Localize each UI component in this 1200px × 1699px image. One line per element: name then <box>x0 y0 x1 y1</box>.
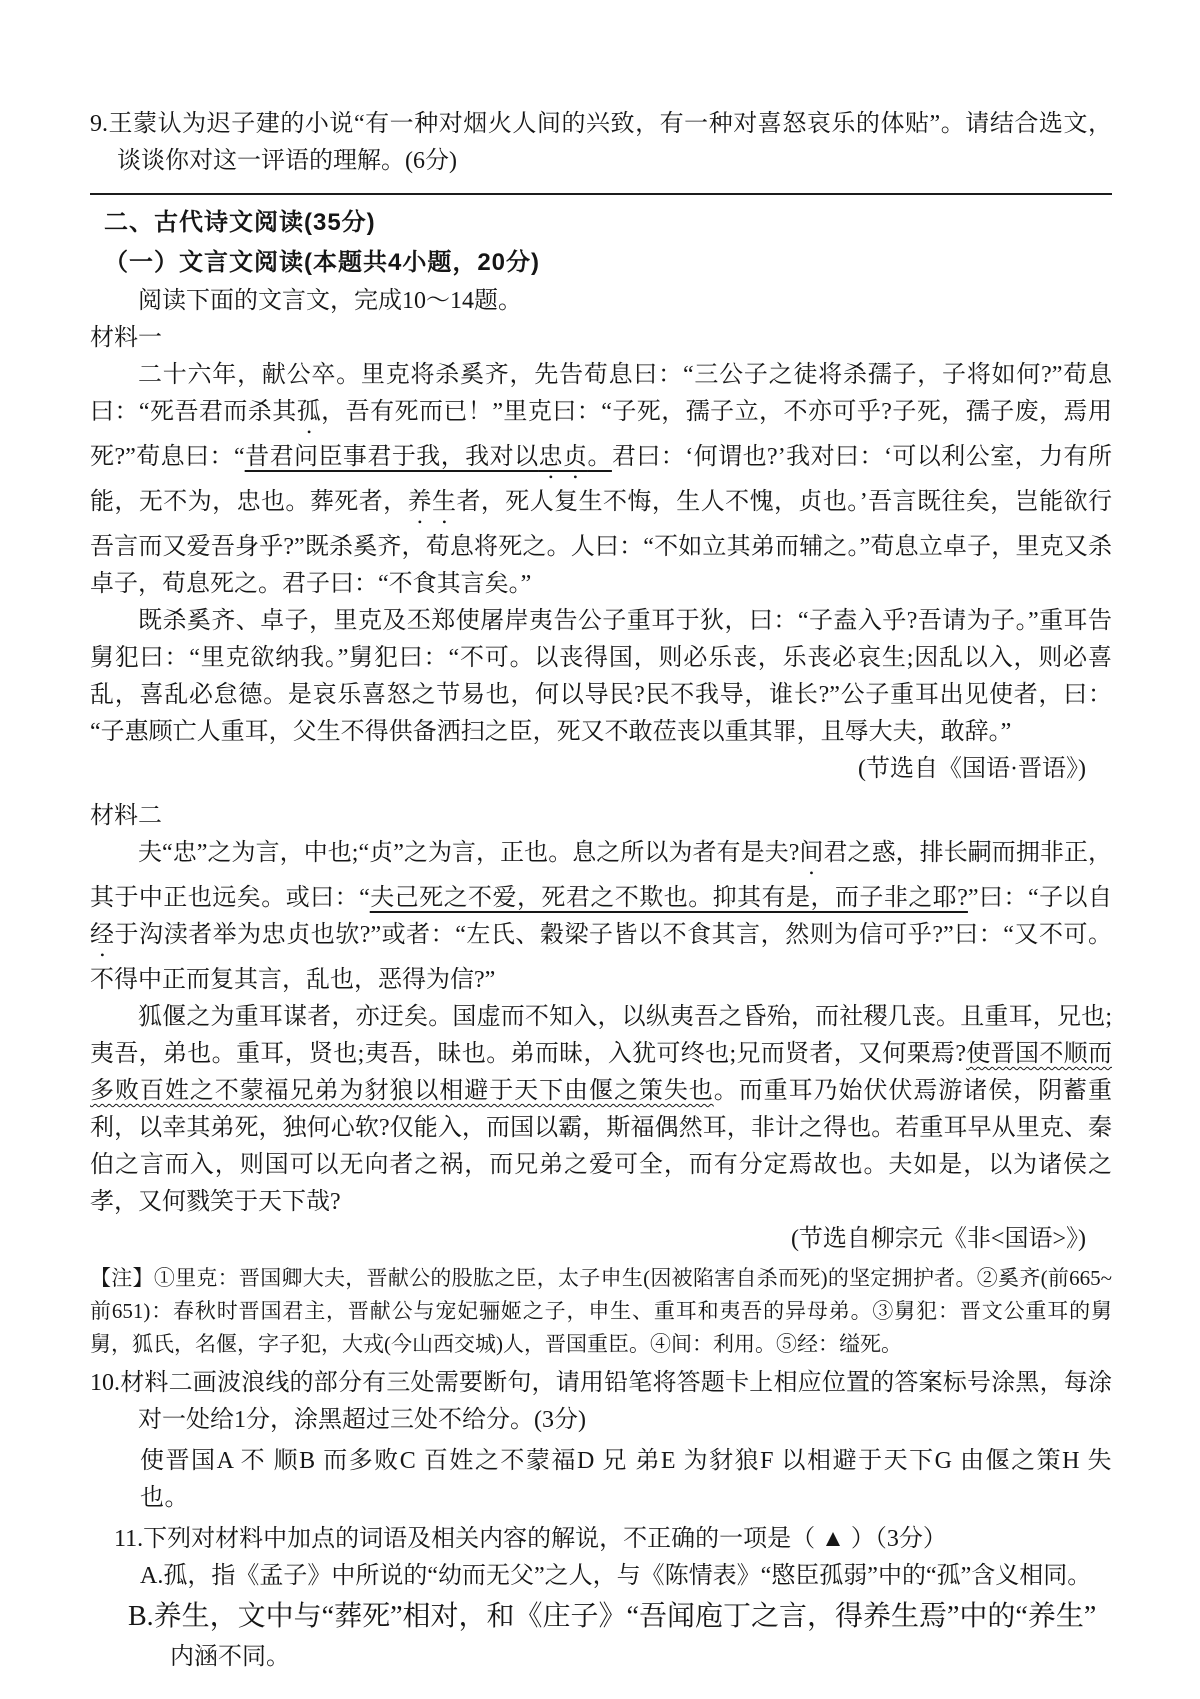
text-segment: 于沟渎者举为忠贞也欤?”或者：“左氏、穀梁子皆以不食其言，然则为信可乎?”曰：“又不可。不得中正而复其言，乱也，恶得为信?” <box>90 922 1112 993</box>
text-segment: 养生 <box>407 489 457 515</box>
text-segment: ”曰：“子以自 <box>967 885 1112 911</box>
question-10-sentence: 使晋国A 不 顺B 而多败C 百姓之不蒙福D 兄 弟E 为豺狼F 以相避于天下G 由偃之策H 失也。 <box>140 1448 1112 1511</box>
text-segment: ，吾有死而已！”里克曰：“子死，孺子立，不亦可乎?子死，孺子废，焉用死?”荀息曰：“ <box>90 399 1112 470</box>
text-segment: 孤 <box>296 399 322 425</box>
section-divider <box>90 193 1112 195</box>
material-1-paragraph-1 <box>90 357 1112 603</box>
question-9: 9.王蒙认为迟子建的小说“有一种对烟火人间的兴致，有一种对喜怒哀乐的体贴”。请结合选文，谈谈你对这一评语的理解。(6分) <box>90 111 1112 174</box>
text-segment: 经 <box>90 922 115 948</box>
material-2-paragraph-1 <box>90 835 1112 999</box>
text-segment: 君之惑，排长嗣而拥非正，其于中正也远矣。或曰：“ <box>90 840 1113 911</box>
question-10: 10.材料二画波浪线的部分有三处需要断句，请用铅笔将答题卡上相应位置的答案标号涂黑，每涂对一处给1分，涂黑超过三处不给分。(3分) <box>90 1370 1112 1433</box>
material-2-source: (节选自柳宗元《非<国语>》) <box>790 1226 1086 1252</box>
material-1-label: 材料一 <box>90 325 162 351</box>
section-heading: 二、古代诗文阅读(35分) <box>104 209 376 236</box>
material-2-paragraph-2 <box>90 999 1112 1221</box>
text-segment: 既杀奚齐、卓子，里克及丕郑使屠岸夷告公子重耳于狄，曰：“子盍入乎?吾请为子。”重耳告舅犯曰：“里克欲纳我。”舅犯曰：“不可。以丧得国，则必乐丧，乐丧必哀生;因乱以入，则必喜乱，喜乱必怠德。是哀乐喜怒之节易也，何以导民?民不我导，谁长?”公子重耳出见使者，曰：“子惠顾亡人重耳，父生不得供备洒扫之臣，死又不敢莅丧以重其罪，且辱大夫，敢辞。” <box>90 608 1112 745</box>
text-segment: 狐偃之为重耳谋者，亦迂矣。国虚而不知入，以纵夷吾之昏殆，而社稷几丧。且重耳，兄也;夷吾，弟也。重耳，贤也;夷吾，昧也。弟而昧，入犹可终也;兄而贤者，又何栗焉? <box>90 1004 1112 1067</box>
text-segment: 。而重耳乃始伏伏焉游诸侯，阴蓄重利，以幸其弟死，独何心软?仅能入，而国以霸，斯福偶然耳，非计之得也。若重耳早从里克、秦伯之言而入，则国可以无向者之祸，而兄弟之爱可全，而有分定焉故也。夫如是，以为诸侯之孝，又何戮笑于天下哉? <box>90 1078 1112 1215</box>
footnotes: 【注】①里克：晋国卿大夫，晋献公的股肱之臣，太子申生(因被陷害自杀而死)的坚定拥护者。②奚齐(前665~前651)：春秋时晋国君主，晋献公与宠妃骊姬之子，申生、重耳和夷吾的异母弟。③舅犯：晋文公重耳的舅舅，狐氏，名偃，字子犯，大戎(今山西交城)人，晋国重臣。④间：利用。⑤经：缢死。 <box>90 1266 1112 1356</box>
text-segment: 夫“忠”之为言，中也;“贞”之为言，正也。息之所以为者有是夫? <box>138 840 800 866</box>
text-segment: 昔君问臣事君于我，我对以 <box>244 444 539 470</box>
question-11-option-b: B.养生，文中与“葬死”相对，和《庄子》“吾闻庖丁之言，得养生焉”中的“养生” <box>128 1601 1097 1632</box>
text-segment: 二十六年，献公卒。里克将杀奚齐，先告荀息曰：“三公子之徒将杀孺子，子将如何?”荀息曰：“死吾君而杀其 <box>90 362 1112 425</box>
text-segment: 君曰：‘何谓也?’我对曰：‘可以利公室，力有所能，无不为，忠也。葬死者， <box>90 444 1113 515</box>
question-11: 11.下列对材料中加点的词语及相关内容的解说，不正确的一项是（ ▲ ）（3分） <box>114 1526 947 1552</box>
material-1-source: (节选自《国语·晋语》) <box>858 756 1086 782</box>
subsection-heading: （一）文言文阅读(本题共4小题，20分) <box>104 249 541 276</box>
text-segment: 。 <box>587 444 612 470</box>
text-segment: 使晋国不顺而多败百姓之不蒙福兄弟为豺狼以相避于天下由偃之策失也 <box>90 1041 1113 1104</box>
text-segment: 忠贞 <box>538 444 588 470</box>
text-segment: 夫己死之不爱，死君之不欺也。抑其有是，而子非之耶? <box>369 885 968 911</box>
text-segment: 间 <box>799 840 824 866</box>
material-2-label: 材料二 <box>90 803 162 829</box>
text-segment: 者，死人复生不悔，生人不愧，贞也。’吾言既往矣，岂能欲行吾言而又爱吾身乎?”既杀奚齐，荀息将死之。人曰：“不如立其弟而辅之。”荀息立卓子，里克又杀卓子，荀息死之。君子曰：“不食其言矣。” <box>90 489 1112 597</box>
question-11-option-a: A.孤，指《孟子》中所说的“幼而无父”之人，与《陈情表》“愍臣孤弱”中的“孤”含义相同。 <box>140 1563 1092 1589</box>
question-11-option-b-continued: 内涵不同。 <box>170 1644 290 1670</box>
passage-intro: 阅读下面的文言文，完成10～14题。 <box>138 288 522 314</box>
material-1-paragraph-2 <box>90 603 1112 751</box>
